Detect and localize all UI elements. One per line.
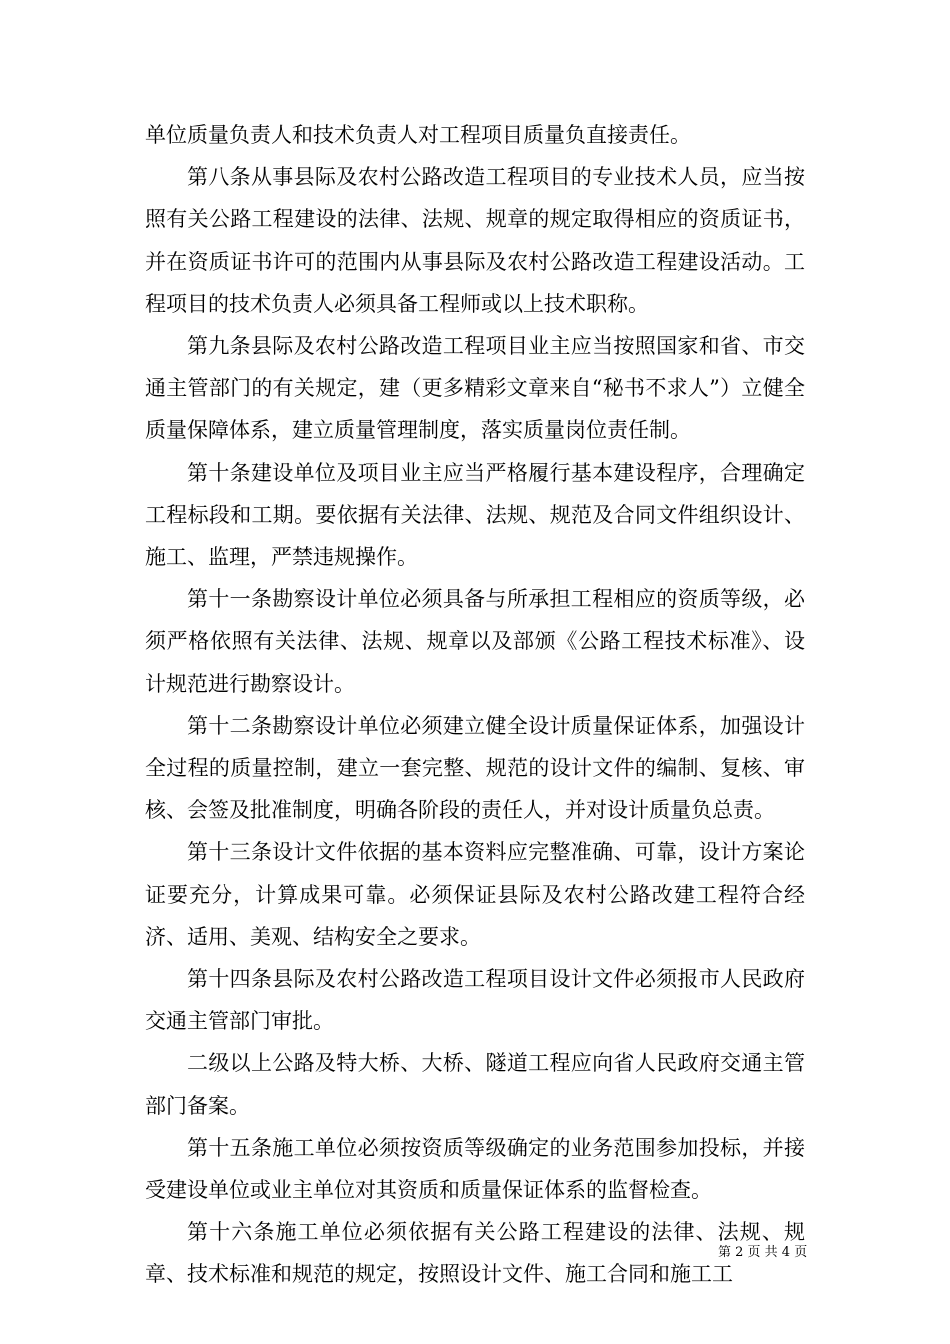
paragraph-article-9: 第九条县际及农村公路改造工程项目业主应当按照国家和省、市交通主管部门的有关规定，建（更多精彩文章来自“秘书不求人”）立健全质量保障体系，建立质量管理制度，落实质量岗位责任制。 — [145, 334, 805, 443]
paragraph-article-8: 第八条从事县际及农村公路改造工程项目的专业技术人员，应当按照有关公路工程建设的法律、法规、规章的规定取得相应的资质证书，并在资质证书许可的范围内从事县际及农村公路改造工程建设活动。工程项目的技术负责人必须具备工程师或以上技术职称。 — [145, 165, 805, 316]
paragraph-article-15: 第十五条施工单位必须按资质等级确定的业务范围参加投标，并接受建设单位或业主单位对其资质和质量保证体系的监督检查。 — [145, 1135, 805, 1203]
paragraph-article-12: 第十二条勘察设计单位必须建立健全设计质量保证体系，加强设计全过程的质量控制，建立一套完整、规范的设计文件的编制、复核、审核、会签及批准制度，明确各阶段的责任人，并对设计质量负总责。 — [145, 713, 805, 823]
paragraph-article-14-note: 二级以上公路及特大桥、大桥、隧道工程应向省人民政府交通主管部门备案。 — [145, 1051, 805, 1118]
body-text — [145, 114, 808, 1296]
paragraph-article-11: 第十一条勘察设计单位必须具备与所承担工程相应的资质等级，必须严格依照有关法律、法规、规章以及部颁《公路工程技术标准》、设计规范进行勘察设计。 — [145, 587, 805, 696]
paragraph-article-10: 第十条建设单位及项目业主应当严格履行基本建设程序，合理确定工程标段和工期。要依据有关法律、法规、规范及合同文件组织设计、施工、监理，严禁违规操作。 — [145, 460, 805, 570]
paragraph-continuation: 单位质量负责人和技术负责人对工程项目质量负直接责任。 — [145, 123, 691, 147]
paragraph-article-14: 第十四条县际及农村公路改造工程项目设计文件必须报市人民政府交通主管部门审批。 — [145, 967, 805, 1034]
paragraph-article-16: 第十六条施工单位必须依据有关公路工程建设的法律、法规、规章、技术标准和规范的规定，按照设计文件、施工合同和施工工 — [145, 1220, 805, 1287]
page-number: 第 2 页 共 4 页 — [718, 1245, 808, 1260]
paragraph-article-13: 第十三条设计文件依据的基本资料应完整准确、可靠，设计方案论证要充分，计算成果可靠。必须保证县际及农村公路改建工程符合经济、适用、美观、结构安全之要求。 — [145, 840, 805, 949]
